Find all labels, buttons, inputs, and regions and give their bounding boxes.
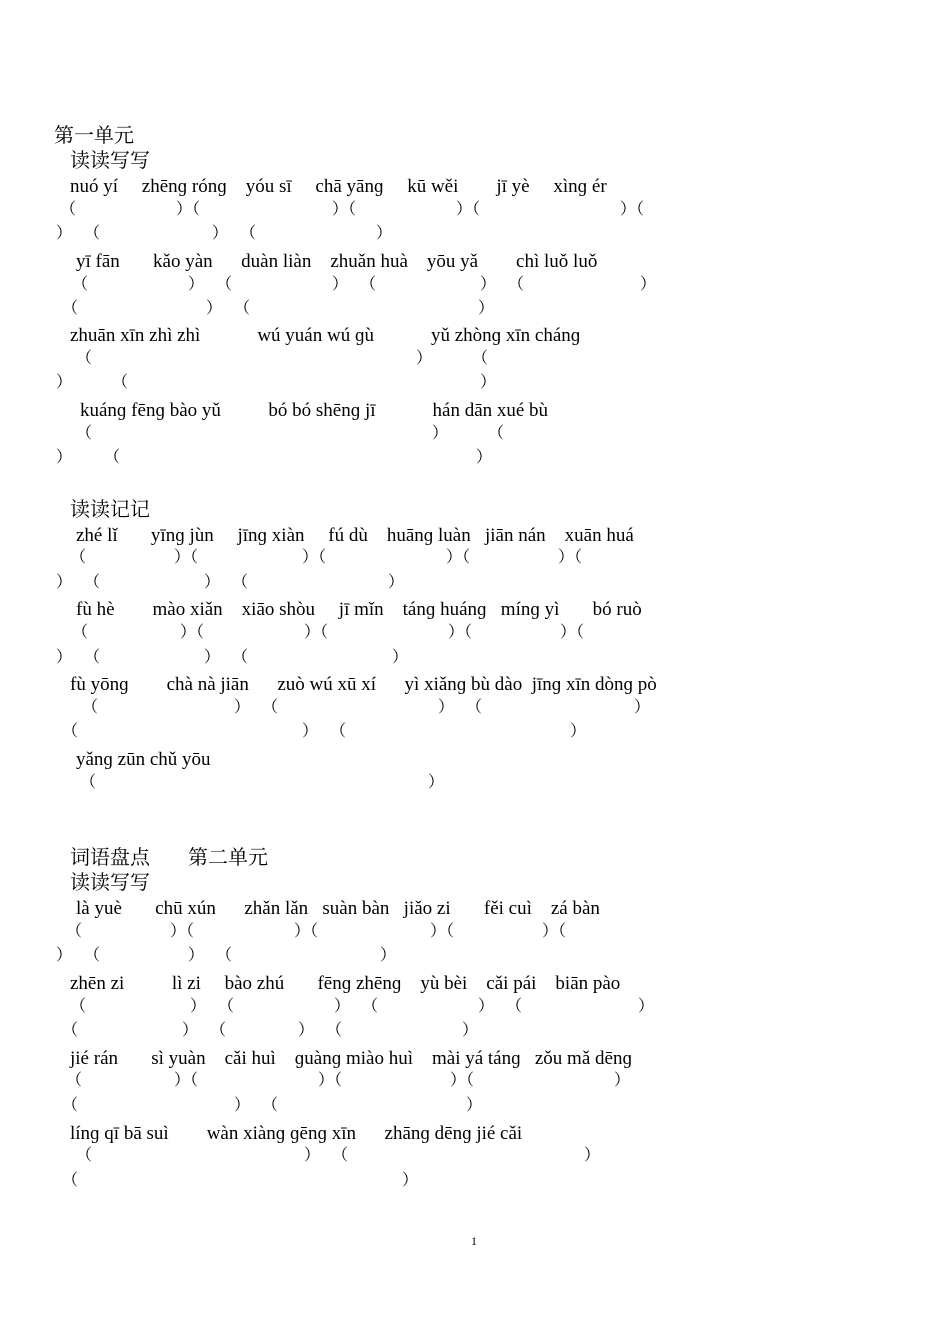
pinyin-row: zhuān xīn zhì zhì wú yuán wú ɡù yǔ zhònɡ xīn chánɡ xyxy=(70,325,581,346)
pinyin-row: là yuè chū xún zhǎn lǎn suàn bàn jiǎo zi fěi cuì zá bàn xyxy=(76,898,600,919)
pinyin-row: fù yōnɡ chà nà jiān zuò wú xū xí yì xiǎnɡ bù dào jīnɡ xīn dònɡ pò xyxy=(70,674,657,695)
answer-brackets: （ ） （ ） （ ） xyxy=(82,699,651,716)
answer-brackets: （ ） （ ） xyxy=(62,300,495,317)
answer-brackets: （ ） （ ） （ ） xyxy=(62,1022,479,1039)
section-heading-dudu-xiexie: 读读写写 xyxy=(70,872,150,894)
section-heading-dudu-xiexie: 读读写写 xyxy=(70,150,150,172)
pinyin-row: jié rán sì yuàn cǎi huì ɡuànɡ miào huì mài yá tánɡ zǒu mǎ dēnɡ xyxy=(70,1048,632,1069)
answer-brackets: ） （ ） xyxy=(56,449,493,466)
unit1-title: 第一单元 xyxy=(54,125,134,147)
pinyin-row: zhēn zi lì zi bào zhú fēnɡ zhēnɡ yù bèi cǎi pái biān pào xyxy=(70,973,621,994)
answer-brackets: （ ）（ ）（ ）（ ） xyxy=(66,1072,631,1089)
pinyin-row: línɡ qī bā suì wàn xiànɡ ɡēnɡ xīn zhānɡ dēnɡ jié cǎi xyxy=(70,1123,523,1144)
pinyin-row: fù hè mào xiǎn xiāo shòu jī mǐn tánɡ huánɡ mínɡ yì bó ruò xyxy=(76,599,642,620)
answer-brackets: （ ）（ ）（ ）（ ）（ xyxy=(66,923,567,940)
answer-brackets: （ ） （ ） xyxy=(62,723,587,740)
unit2-title: 第二单元 xyxy=(188,847,268,869)
answer-brackets: ） （ ） （ ） xyxy=(56,947,397,964)
answer-brackets: ） （ ） （ ） xyxy=(56,649,409,666)
cipan-label: 词语盘点 xyxy=(70,847,150,869)
answer-brackets: （ ） xyxy=(62,1172,419,1189)
pinyin-row: yī fān kǎo yàn duàn liàn zhuǎn huà yōu yǎ chì luǒ luǒ xyxy=(76,251,598,272)
section-heading-dudu-jiji: 读读记记 xyxy=(70,499,150,521)
pinyin-row: kuánɡ fēnɡ bào yǔ bó bó shēnɡ jī hán dān xué bù xyxy=(80,400,549,421)
answer-brackets: ） （ ） （ ） xyxy=(56,225,393,242)
answer-brackets: ） （ ） xyxy=(56,374,497,391)
answer-brackets: ） （ ） （ ） xyxy=(56,574,405,591)
pinyin-row: nuó yí zhēnɡ rónɡ yóu sī chā yānɡ kū wěi jī yè xìnɡ ér xyxy=(70,176,607,197)
pinyin-row: zhé lǐ yīnɡ jùn jīnɡ xiàn fú dù huānɡ luàn jiān nán xuān huá xyxy=(76,525,634,546)
answer-brackets: （ ）（ ）（ ）（ ）（ xyxy=(72,624,585,641)
answer-brackets: （ ） xyxy=(80,774,445,791)
answer-brackets: （ ） （ ） xyxy=(76,1147,601,1164)
answer-brackets: （ ） （ xyxy=(76,350,489,367)
answer-brackets: （ ） （ ） （ ） （ ） xyxy=(70,998,655,1015)
answer-brackets: （ ）（ ）（ ）（ ）（ xyxy=(60,201,645,218)
page-number: 1 xyxy=(471,1234,477,1248)
answer-brackets: （ ） （ ） xyxy=(62,1097,483,1114)
answer-brackets: （ ） （ ） （ ） （ ） xyxy=(72,276,657,293)
answer-brackets: （ ） （ xyxy=(76,425,505,442)
answer-brackets: （ ）（ ）（ ）（ ）（ xyxy=(70,549,583,566)
pinyin-row: yǎnɡ zūn chǔ yōu xyxy=(76,749,211,770)
